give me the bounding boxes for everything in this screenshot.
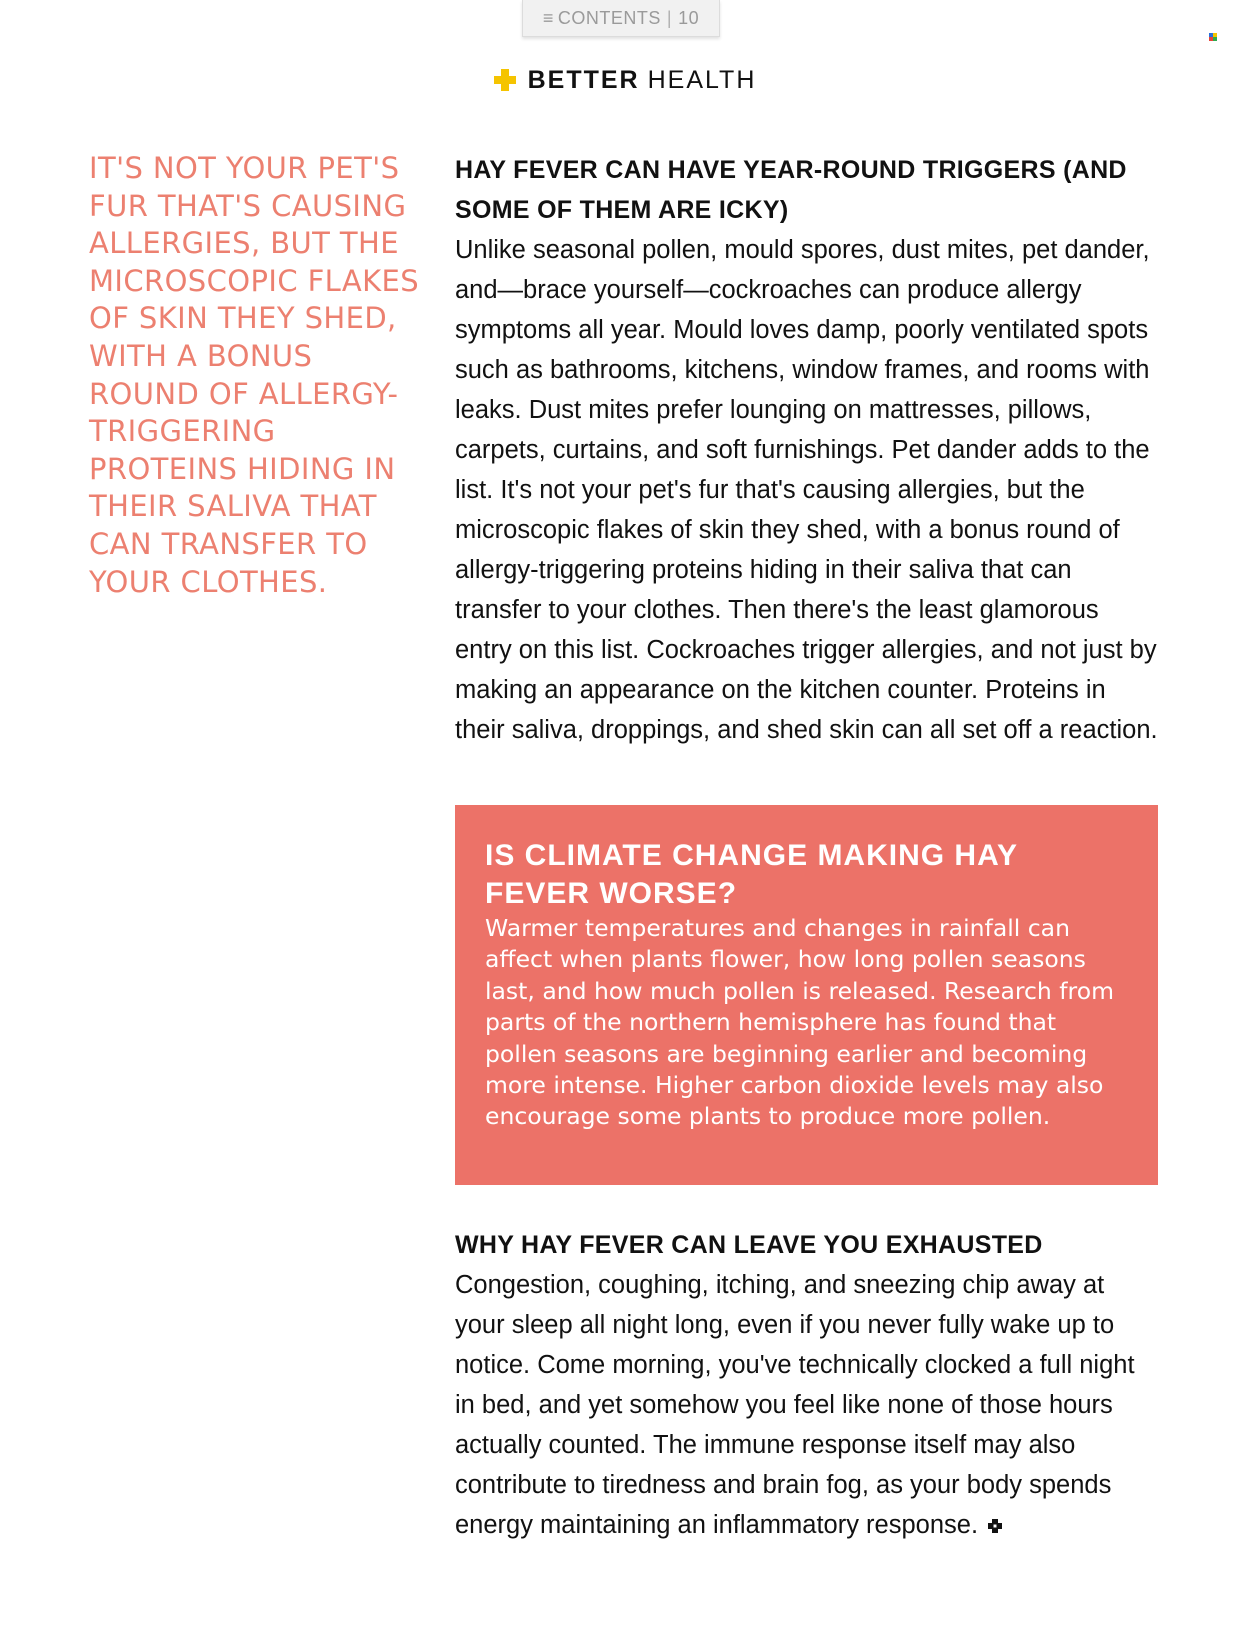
pull-quote: IT'S NOT YOUR PET'S FUR THAT'S CAUSING ALLERGIES, BUT THE MICROSCOPIC FLAKES OF SKIN THEY SHED, WITH A BONUS ROUND OF ALLERGY-TRIGGERING PROTEINS HIDING IN THEIR SALIVA THAT CAN TRANSFER TO YOUR CLOTHES. [89, 151, 420, 599]
page-number: 10 [678, 7, 700, 28]
section-body: Congestion, coughing, itching, and sneezing chip away at your sleep all night long, even if you never fully wake up to notice. Come morning, you've technically clocked a full night in bed, and yet somehow you feel like none of those hours actually counted. The immune response itself may also contribute to tiredness and brain fog, as your body spends energy maintaining an inflammatory response. [455, 1271, 1135, 1539]
climate-change-sidebar [455, 805, 1158, 1185]
section-year-round-triggers [455, 150, 1160, 750]
masthead-light: HEALTH [647, 65, 757, 94]
end-mark-icon [988, 1519, 1002, 1533]
section-heading: HAY FEVER CAN HAVE YEAR-ROUND TRIGGERS (AND SOME OF THEM ARE ICKY) [455, 156, 1127, 224]
color-dots-icon [1209, 33, 1217, 41]
section-body-wrap [455, 1265, 1160, 1545]
hamburger-icon: ≡ [542, 7, 554, 28]
masthead-bold: BETTER [527, 65, 640, 94]
contents-label: CONTENTS [557, 7, 661, 28]
section-body: Unlike seasonal pollen, mould spores, dust mites, pet dander, and—brace yourself—cockroaches can produce allergy symptoms all year. Mould loves damp, poorly ventilated spots such as bathrooms, kitchens, window frames, and rooms with leaks. Dust mites prefer lounging on mattresses, pillows, carpets, curtains, and soft furnishings. Pet dander adds to the list. It's not your pet's fur that's causing allergies, but the microscopic flakes of skin they shed, with a bonus round of allergy-triggering proteins hiding in their saliva that can transfer to your clothes. Then there's the least glamorous entry on this list. Cockroaches trigger allergies, and not just by making an appearance on the kitchen counter. Proteins in their saliva, droppings, and shed skin can all set off a reaction. [455, 236, 1158, 744]
section-heading: WHY HAY FEVER CAN LEAVE YOU EXHAUSTED [455, 1231, 1043, 1259]
plus-cross-icon [494, 69, 516, 91]
divider: | [666, 7, 673, 28]
sidebar-heading: IS CLIMATE CHANGE MAKING HAY FEVER WORSE? [485, 839, 1018, 910]
sidebar-body: Warmer temperatures and changes in rainfall can affect when plants flower, how long pollen seasons last, and how much pollen is released. Research from parts of the northern hemisphere has found that pollen seasons are beginning earlier and becoming more intense. Higher carbon dioxide levels may also encourage some plants to produce more pollen. [485, 914, 1114, 1131]
section-exhausted [455, 1225, 1160, 1545]
masthead [0, 64, 1250, 96]
contents-tab[interactable] [522, 0, 720, 37]
